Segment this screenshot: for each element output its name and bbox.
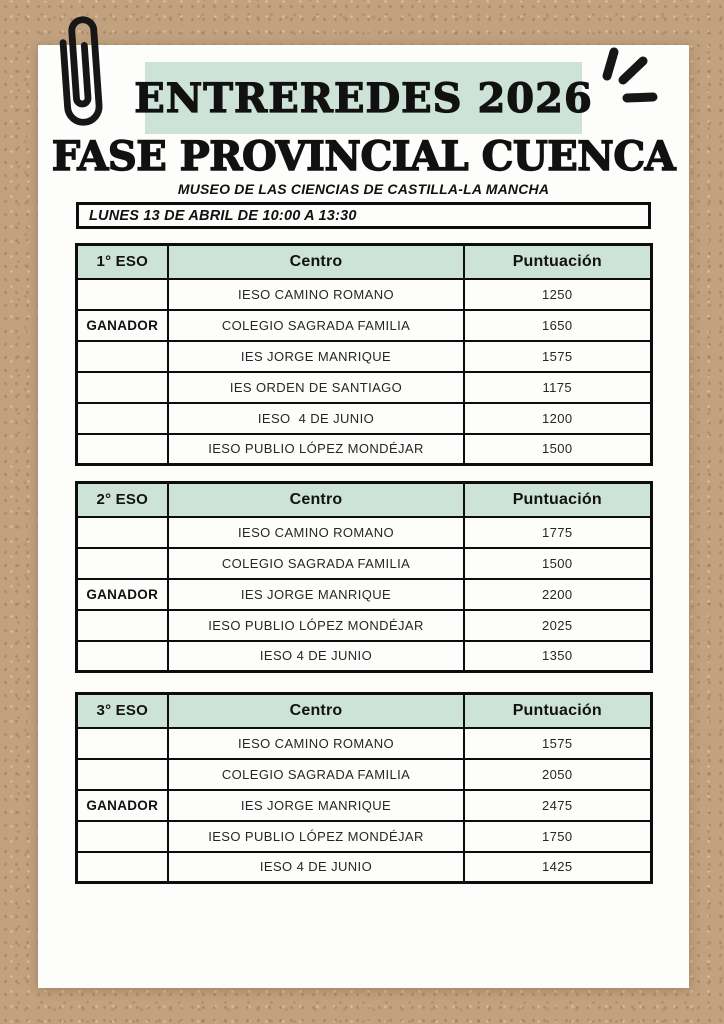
centro-cell: IES JORGE MANRIQUE	[168, 579, 464, 610]
winner-cell	[76, 852, 168, 883]
centro-cell: IES ORDEN DE SANTIAGO	[168, 372, 464, 403]
centro-cell: IESO CAMINO ROMANO	[168, 517, 464, 548]
centro-cell: IESO PUBLIO LÓPEZ MONDÉJAR	[168, 821, 464, 852]
table-row	[76, 641, 651, 672]
winner-cell: GANADOR	[76, 310, 168, 341]
table-header-row	[76, 694, 651, 728]
emphasis-strokes-icon	[595, 42, 665, 112]
winner-cell	[76, 279, 168, 310]
puntuacion-header: Puntuación	[464, 245, 651, 279]
grade-header: 2° ESO	[76, 483, 168, 517]
puntuacion-cell: 1175	[464, 372, 651, 403]
table-row	[76, 372, 651, 403]
centro-cell: IES JORGE MANRIQUE	[168, 790, 464, 821]
results-table-3-eso	[75, 692, 653, 884]
centro-cell: COLEGIO SAGRADA FAMILIA	[168, 548, 464, 579]
paper-sheet	[38, 45, 689, 988]
table-row	[76, 403, 651, 434]
table-row	[76, 759, 651, 790]
page-subtitle: FASE PROVINCIAL CUENCA	[51, 133, 676, 180]
table-row	[76, 310, 651, 341]
puntuacion-header: Puntuación	[464, 694, 651, 728]
paperclip-icon	[44, 10, 118, 136]
table-header-row	[76, 245, 651, 279]
table-row	[76, 790, 651, 821]
page-title: ENTREREDES 2026	[134, 74, 593, 122]
winner-cell	[76, 372, 168, 403]
puntuacion-cell: 1500	[464, 548, 651, 579]
winner-cell	[76, 341, 168, 372]
puntuacion-cell: 1425	[464, 852, 651, 883]
centro-cell: IESO PUBLIO LÓPEZ MONDÉJAR	[168, 434, 464, 465]
winner-cell	[76, 821, 168, 852]
centro-header: Centro	[168, 245, 464, 279]
centro-cell: IESO CAMINO ROMANO	[168, 728, 464, 759]
winner-cell	[76, 641, 168, 672]
winner-cell: GANADOR	[76, 579, 168, 610]
table-row	[76, 279, 651, 310]
table-row	[76, 852, 651, 883]
puntuacion-cell: 2025	[464, 610, 651, 641]
winner-cell	[76, 517, 168, 548]
puntuacion-cell: 1350	[464, 641, 651, 672]
centro-header: Centro	[168, 694, 464, 728]
puntuacion-cell: 1250	[464, 279, 651, 310]
table-row	[76, 517, 651, 548]
puntuacion-cell: 1750	[464, 821, 651, 852]
centro-cell: COLEGIO SAGRADA FAMILIA	[168, 310, 464, 341]
winner-cell	[76, 403, 168, 434]
results-table-1-eso	[75, 243, 653, 466]
puntuacion-cell: 1575	[464, 728, 651, 759]
puntuacion-cell: 1575	[464, 341, 651, 372]
table-row	[76, 610, 651, 641]
centro-cell: IESO 4 DE JUNIO	[168, 852, 464, 883]
centro-cell: IESO 4 DE JUNIO	[168, 641, 464, 672]
table-row	[76, 579, 651, 610]
venue-line: MUSEO DE LAS CIENCIAS DE CASTILLA-LA MANCHA	[177, 181, 550, 197]
table-row	[76, 341, 651, 372]
title-highlight	[134, 62, 593, 134]
puntuacion-cell: 2475	[464, 790, 651, 821]
winner-cell	[76, 728, 168, 759]
puntuacion-cell: 1650	[464, 310, 651, 341]
centro-cell: IES JORGE MANRIQUE	[168, 341, 464, 372]
winner-cell	[76, 434, 168, 465]
winner-cell	[76, 610, 168, 641]
table-row	[76, 434, 651, 465]
table-row	[76, 548, 651, 579]
winner-cell	[76, 548, 168, 579]
table-row	[76, 728, 651, 759]
results-table-2-eso	[75, 481, 653, 673]
table-row	[76, 821, 651, 852]
centro-cell: IESO CAMINO ROMANO	[168, 279, 464, 310]
puntuacion-cell: 2050	[464, 759, 651, 790]
schedule-box	[76, 202, 651, 229]
puntuacion-header: Puntuación	[464, 483, 651, 517]
centro-header: Centro	[168, 483, 464, 517]
winner-cell: GANADOR	[76, 790, 168, 821]
puntuacion-cell: 1500	[464, 434, 651, 465]
schedule-text: LUNES 13 DE ABRIL DE 10:00 A 13:30	[89, 207, 357, 224]
winner-cell	[76, 759, 168, 790]
puntuacion-cell: 1200	[464, 403, 651, 434]
grade-header: 1° ESO	[76, 245, 168, 279]
centro-cell: IESO PUBLIO LÓPEZ MONDÉJAR	[168, 610, 464, 641]
centro-cell: IESO 4 DE JUNIO	[168, 403, 464, 434]
grade-header: 3° ESO	[76, 694, 168, 728]
puntuacion-cell: 1775	[464, 517, 651, 548]
puntuacion-cell: 2200	[464, 579, 651, 610]
table-header-row	[76, 483, 651, 517]
centro-cell: COLEGIO SAGRADA FAMILIA	[168, 759, 464, 790]
